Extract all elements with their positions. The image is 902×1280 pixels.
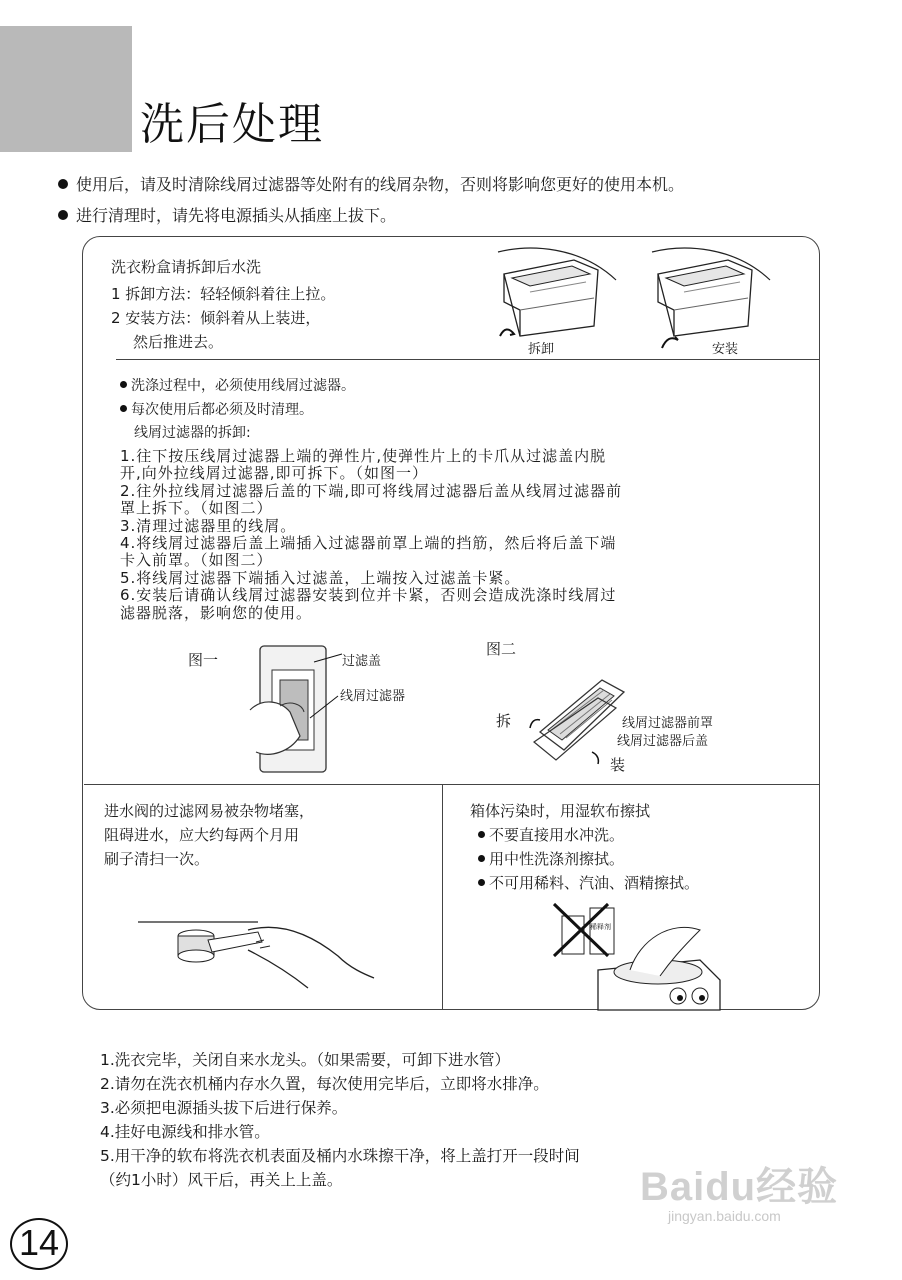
inlet-line-1: 进水阀的过滤网易被杂物堵塞， xyxy=(104,802,315,820)
label-remove: 拆卸 xyxy=(528,342,555,357)
fig1-filter-illustration xyxy=(250,640,350,780)
inlet-brush-illustration xyxy=(138,912,378,1012)
intro-bullet-2: 进行清理时，请先将电源插头从插座上拔下。 xyxy=(58,203,396,226)
step-line: 卡入前罩。（如图二） xyxy=(120,551,273,570)
divider-filter xyxy=(84,784,820,785)
filter-note-1: 洗涤过程中，必须使用线屑过滤器。 xyxy=(120,378,355,395)
cabinet-heading: 箱体污染时，用湿软布擦拭 xyxy=(470,802,651,820)
bullet-icon xyxy=(58,179,68,189)
step-line: 2.往外拉线屑过滤器后盖的下端,即可将线屑过滤器后盖从线屑过滤器前 xyxy=(120,481,623,500)
powder-heading: 洗衣粉盒请拆卸后水洗 xyxy=(111,258,262,276)
cabinet-item-3: 不可用稀料、汽油、酒精擦拭。 xyxy=(478,874,699,893)
fig1-cover-label: 过滤盖 xyxy=(342,654,382,669)
label-install: 安装 xyxy=(712,342,739,357)
bullet-icon xyxy=(120,405,127,412)
divider-vertical xyxy=(442,784,443,1009)
fig2-remove-label: 拆 xyxy=(496,712,512,730)
inlet-line-2: 阻碍进水，应大约每两个月用 xyxy=(104,826,300,844)
bullet-icon xyxy=(478,831,485,838)
step-line: 3.清理过滤器里的线屑。 xyxy=(120,516,297,535)
step-line: 滤器脱落，影响您的使用。 xyxy=(120,603,313,622)
step-line: 罩上拆下。（如图二） xyxy=(120,499,273,518)
drawer-remove-illustration xyxy=(490,240,620,355)
bullet-icon xyxy=(478,855,485,862)
filter-note-2: 每次使用后都必须及时清理。 xyxy=(120,402,313,419)
divider-powder xyxy=(116,359,820,360)
fig2-label: 图二 xyxy=(486,640,517,658)
powder-line-3: 然后推进去。 xyxy=(133,333,224,351)
page-title: 洗后处理 xyxy=(140,99,324,150)
fig1-filter-label: 线屑过滤器 xyxy=(340,689,406,704)
filter-subheading: 线屑过滤器的拆卸: xyxy=(134,425,251,441)
step-line: 开,向外拉线屑过滤器,即可拆下。（如图一） xyxy=(120,464,429,483)
page-number: 14 xyxy=(18,1222,60,1263)
watermark-url: jingyan.baidu.com xyxy=(668,1208,781,1224)
step-line: 4.将线屑过滤器后盖上端插入过滤器前罩上端的挡筋，然后将后盖下端 xyxy=(120,534,617,553)
step-line: 6.安装后请确认线屑过滤器安装到位并卡紧，否则会造成洗涤时线屑过 xyxy=(120,586,617,605)
list-item: 1.洗衣完毕，关闭自来水龙头。（如果需要，可卸下进水管） xyxy=(100,1051,511,1069)
fig1-label: 图一 xyxy=(188,651,219,669)
list-item: 4.挂好电源线和排水管。 xyxy=(100,1123,270,1141)
fig2-front-label: 线屑过滤器前罩 xyxy=(622,716,714,731)
list-item: 3.必须把电源插头拔下后进行保养。 xyxy=(100,1099,348,1117)
filter-steps xyxy=(120,448,622,622)
bullet-icon xyxy=(478,879,485,886)
after-wash-list xyxy=(100,1048,580,1192)
bullet-icon xyxy=(120,381,127,388)
fig2-back-label: 线屑过滤器后盖 xyxy=(617,734,709,749)
fig2-install-label: 装 xyxy=(610,756,626,774)
inlet-line-3: 刷子清扫一次。 xyxy=(104,850,210,868)
list-item: 2.请勿在洗衣机桶内存水久置，每次使用完毕后，立即将水排净。 xyxy=(100,1075,549,1093)
list-item: （约1小时）风干后，再关上上盖。 xyxy=(100,1171,343,1189)
cabinet-item-1: 不要直接用水冲洗。 xyxy=(478,826,624,845)
list-item: 5.用干净的软布将洗衣机表面及桶内水珠擦干净，将上盖打开一段时间 xyxy=(100,1147,580,1165)
header-gray-block xyxy=(0,26,132,152)
cabinet-item-2: 用中性洗涤剂擦拭。 xyxy=(478,850,624,869)
step-line: 1.往下按压线屑过滤器上端的弹性片,使弹性片上的卡爪从过滤盖内脱 xyxy=(120,447,607,465)
powder-line-2: 2 安装方法：倾斜着从上装进， xyxy=(111,309,321,327)
intro-bullet-1: 使用后，请及时清除线屑过滤器等处附有的线屑杂物，否则将影响您更好的使用本机。 xyxy=(58,172,684,195)
bullet-icon xyxy=(58,210,68,220)
watermark-logo: Baidu经验 xyxy=(640,1165,839,1209)
bottle-label: 稀释剂 xyxy=(590,923,611,931)
powder-line-1: 1 拆卸方法：轻轻倾斜着往上拉。 xyxy=(111,285,336,303)
drawer-install-illustration xyxy=(644,240,774,355)
step-line: 5.将线屑过滤器下端插入过滤盖，上端按入过滤盖卡紧。 xyxy=(120,568,521,587)
cabinet-wipe-illustration xyxy=(550,900,730,1010)
